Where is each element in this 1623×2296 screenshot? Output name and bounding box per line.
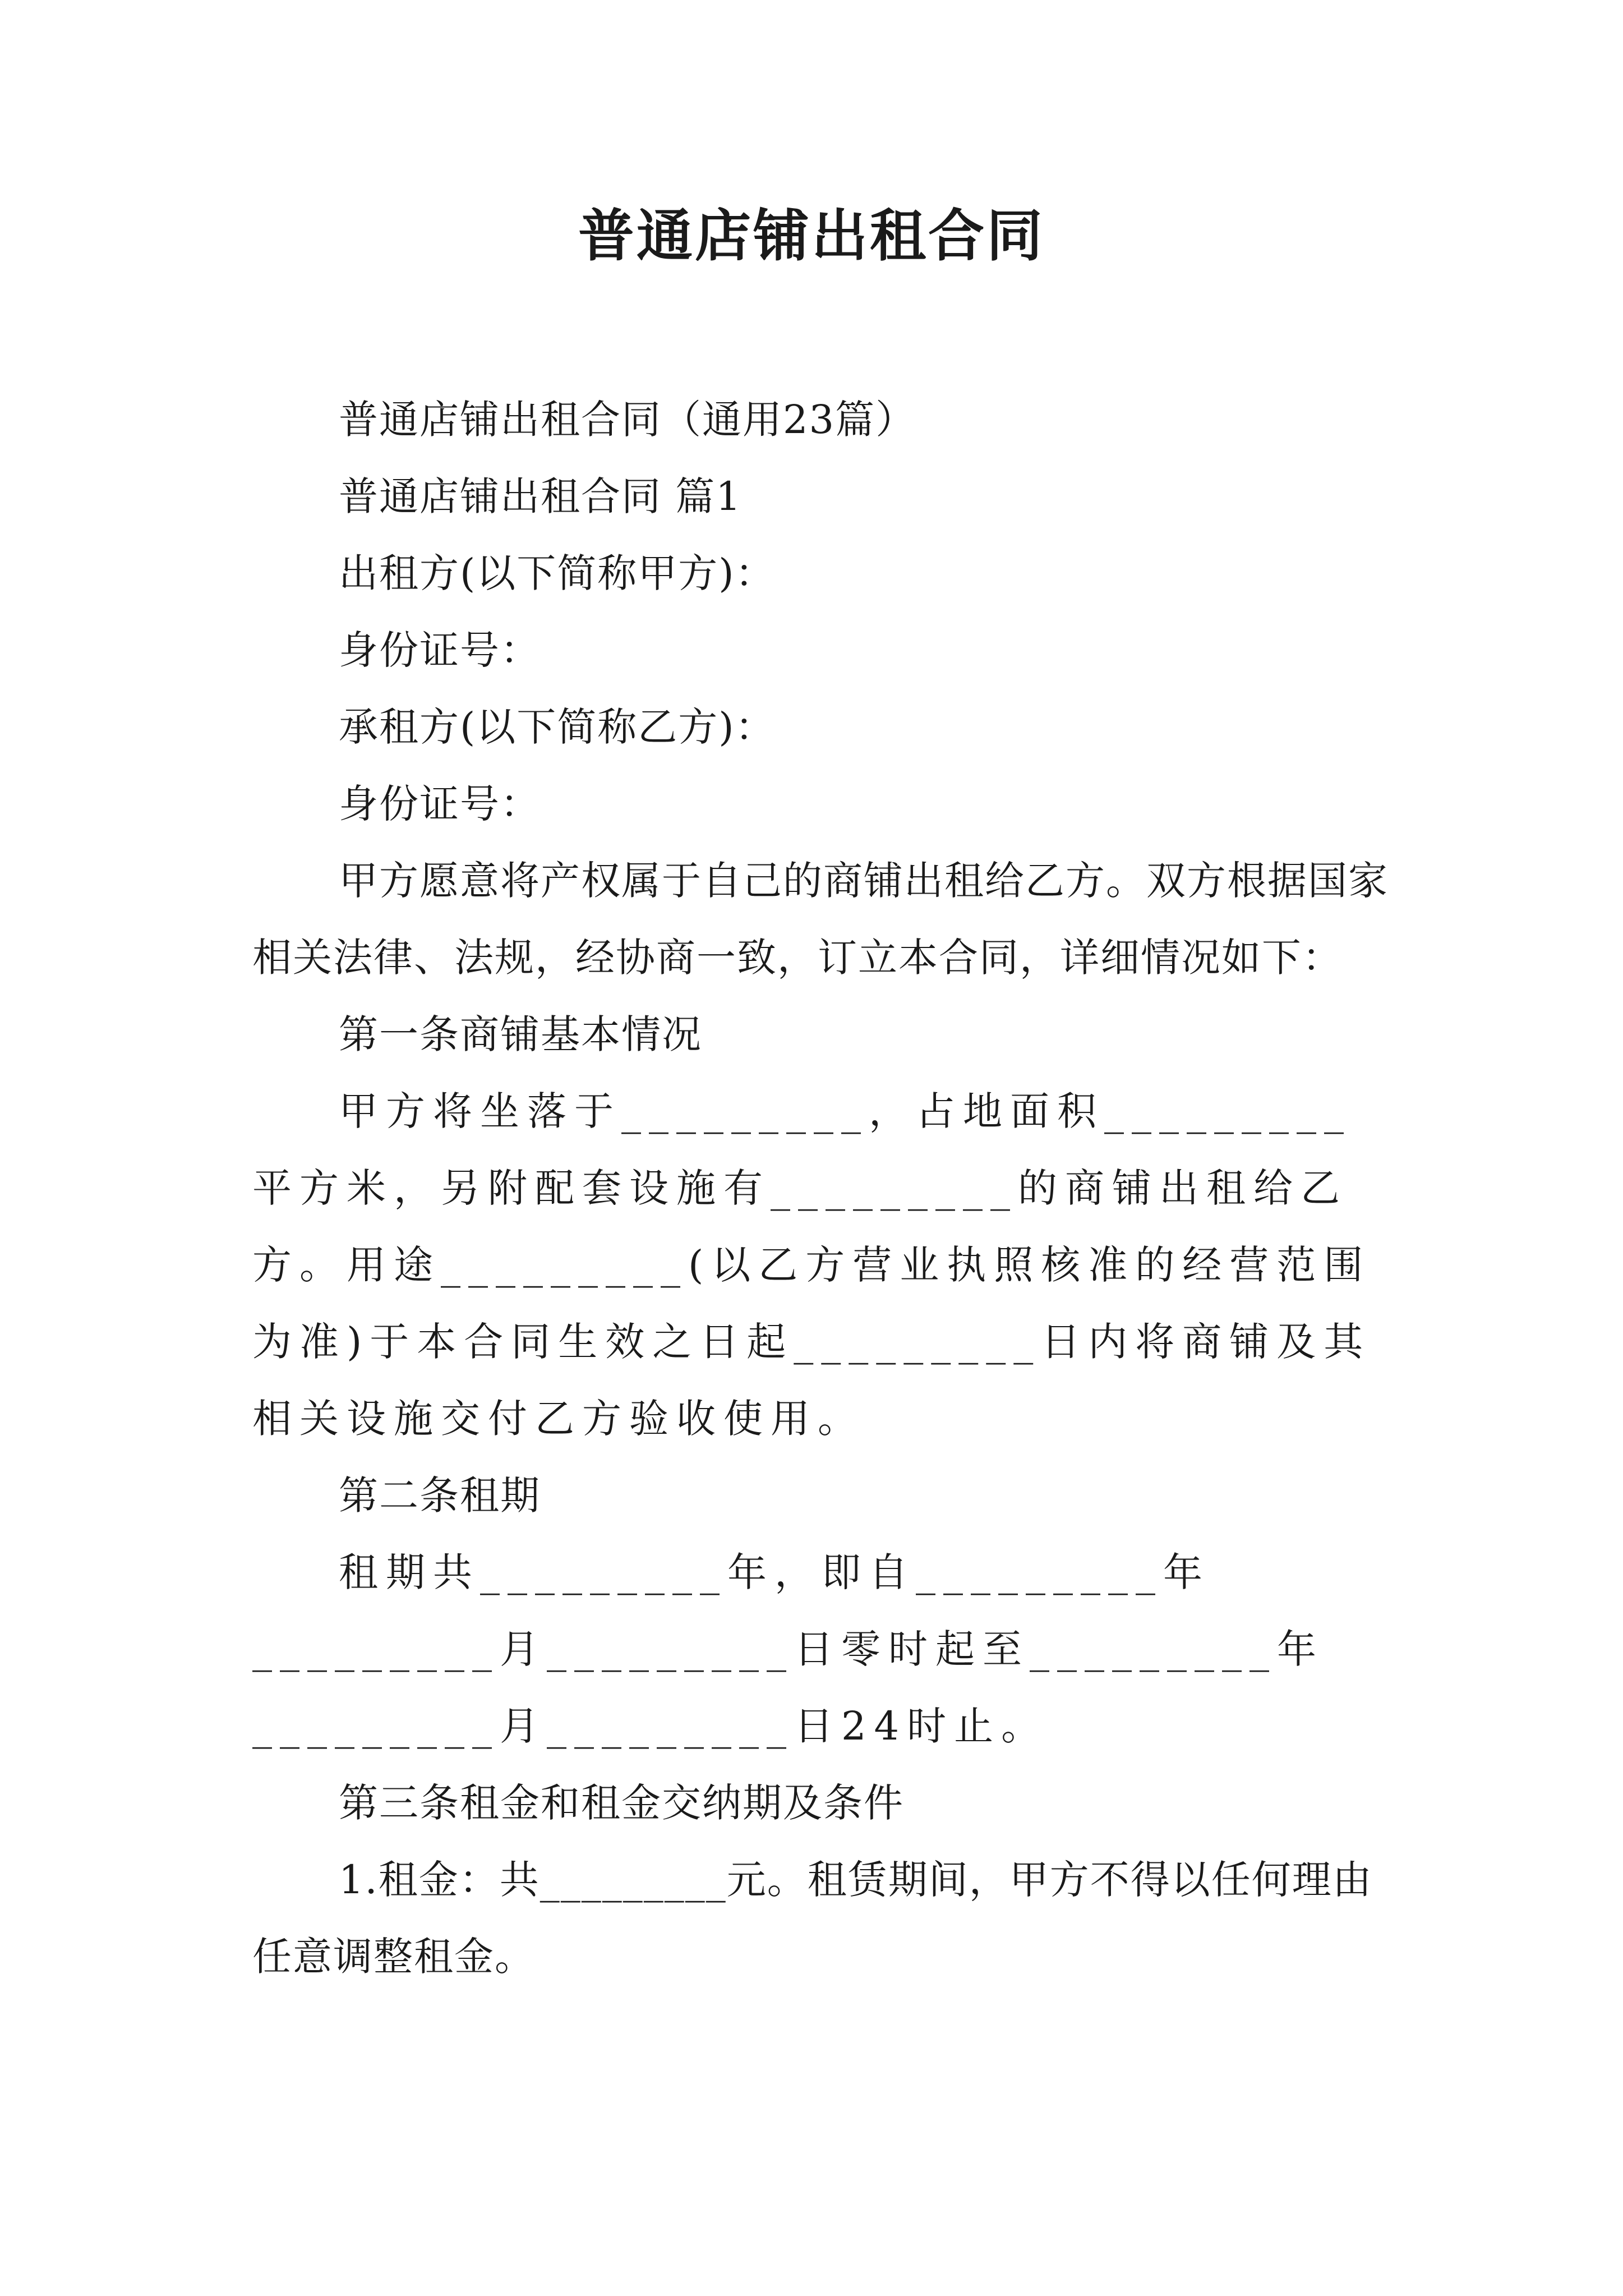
document-body [252,381,1391,1995]
paragraph-article-3-item-1: 1.租金：共_________元。租赁期间，甲方不得以任何理由任意调整租金。 [252,1857,1373,1980]
paragraph-article-3-heading: 第三条租金和租金交纳期及条件 [339,1780,904,1826]
document-title: 普通店铺出租合同 [578,203,1045,269]
paragraph-article-2-body: 租期共_________年，即自_________年_________月_________日零时起至_________年_________月_________日24时止。 [252,1549,1324,1749]
paragraph-article-1-body: 甲方将坐落于_________，占地面积_________平方米，另附配套设施有_________的商铺出租给乙方。用途_________(以乙方营业执照核准的经营范围为准)于本合同生效之日起_________日内将商铺及其相关设施交付乙方验收使用。 [252,1088,1371,1442]
paragraph-lessee-id: 身份证号： [339,781,541,827]
paragraph-subtitle: 普通店铺出租合同（通用23篇） [339,397,916,443]
paragraph-article-2-heading: 第二条租期 [339,1473,541,1519]
paragraph-article-1-heading: 第一条商铺基本情况 [339,1011,702,1057]
paragraph-section-heading: 普通店铺出租合同 篇1 [339,473,742,519]
paragraph-lessor: 出租方(以下简称甲方)： [339,550,776,596]
paragraph-lessor-id: 身份证号： [339,627,541,673]
paragraph-preamble: 甲方愿意将产权属于自己的商铺出租给乙方。双方根据国家相关法律、法规，经协商一致，订立本合同，详细情况如下： [252,858,1389,981]
paragraph-lessee: 承租方(以下简称乙方)： [339,704,776,750]
